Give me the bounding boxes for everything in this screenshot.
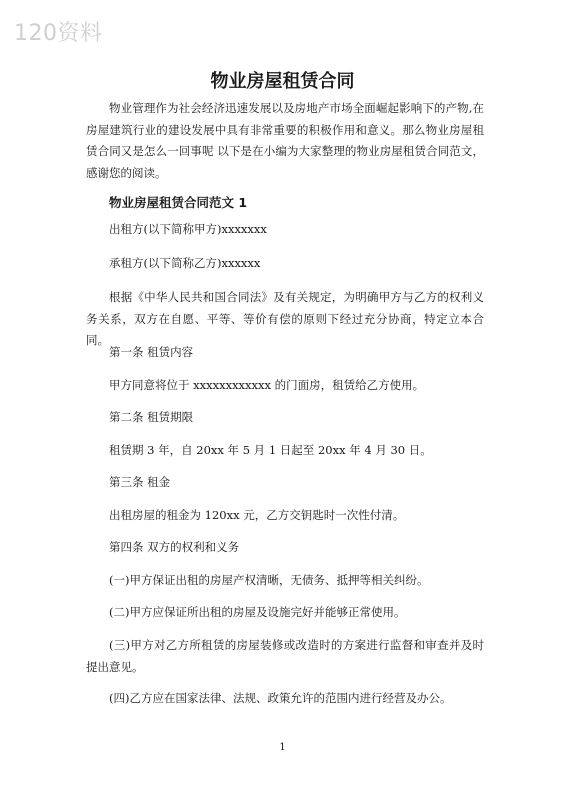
article4-item-3: (三)甲方对乙方所租赁的房屋装修或改造时的方案进行监督和审查并及时提出意见。 (86, 638, 484, 674)
article4-item-4: (四)乙方应在国家法律、法规、政策允许的范围内进行经营及办公。 (109, 691, 452, 705)
article1-text: 甲方同意将位于 xxxxxxxxxxxx 的门面房，租赁给乙方使用。 (109, 378, 425, 392)
document-title: 物业房屋租赁合同 (210, 71, 355, 92)
article4-item-2: (二)甲方应保证所出租的房屋及设施完好并能够正常使用。 (109, 605, 406, 619)
lessor-line: 出租方(以下简称甲方)xxxxxxx (109, 222, 267, 236)
watermark-logo: 120资料 (14, 21, 103, 46)
article4-title: 第四条 双方的权利和义务 (109, 540, 240, 554)
lessee-line: 承租方(以下简称乙方)xxxxxx (109, 256, 261, 270)
article2-text: 租赁期 3 年，自 20xx 年 5 月 1 日起至 20xx 年 4 月 30 日。 (109, 443, 432, 457)
basis-paragraph: 根据《中华人民共和国合同法》及有关规定，为明确甲方与乙方的权利义务关系，双方在自愿、平等、等价有偿的原则下经过充分协商，特定立本合同。 (86, 290, 484, 347)
article2-title: 第二条 租赁期限 (109, 410, 194, 424)
section-heading: 物业房屋租赁合同范文 1 (109, 195, 248, 210)
page-number: 1 (279, 742, 286, 753)
article4-item-1: (一)甲方保证出租的房屋产权清晰，无债务、抵押等相关纠纷。 (109, 573, 429, 587)
intro-paragraph: 物业管理作为社会经济迅速发展以及房地产市场全面崛起影响下的产物,在房屋建筑行业的建设发展中具有非常重要的积极作用和意义。那么物业房屋租赁合同又是怎么一回事呢 以下是在小编为大家整理的物业房屋租赁合同范文，感谢您的阅读。 (86, 101, 484, 180)
article1-title: 第一条 租赁内容 (109, 345, 194, 359)
article3-title: 第三条 租金 (109, 475, 171, 489)
article3-text: 出租房屋的租金为 120xx 元，乙方交钥匙时一次性付清。 (109, 508, 405, 522)
